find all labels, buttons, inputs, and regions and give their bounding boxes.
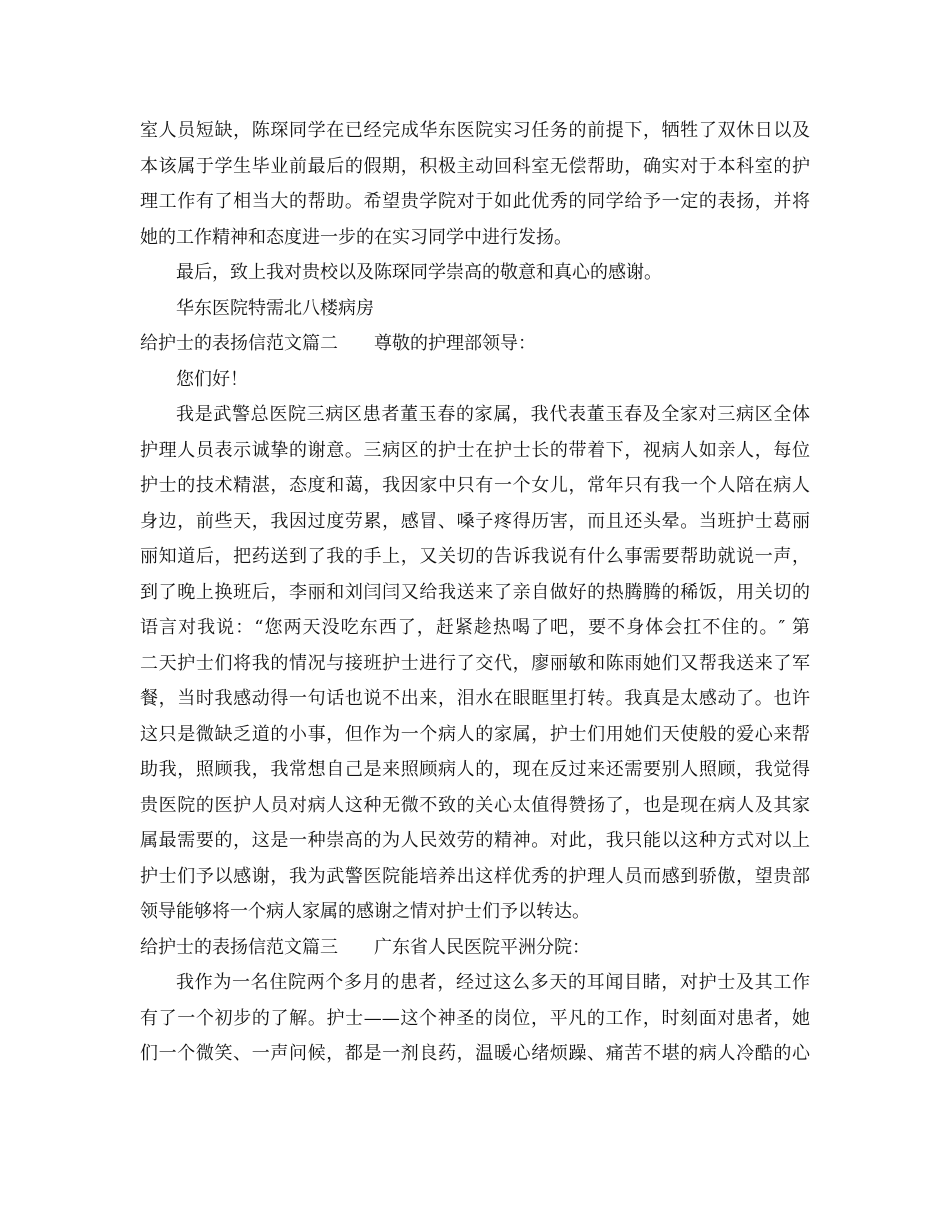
paragraph-line: 护士的技术精湛，态度和蔼，我因家中只有一个女儿，常年只有我一个人陪在病人	[140, 475, 810, 496]
paragraph-line: 理工作有了相当大的帮助。希望贵学院对于如此优秀的同学给予一定的表扬，并将	[140, 191, 810, 212]
paragraph-line: 最后，致上我对贵校以及陈琛同学崇高的敬意和真心的感谢。	[176, 262, 662, 283]
paragraph-line: 您们好！	[176, 368, 248, 390]
section-heading: 给护士的表扬信范文篇二	[140, 333, 338, 354]
paragraph-line: 助我，照顾我，我常想自己是来照顾病人的，现在反过来还需要别人照顾，我觉得	[140, 759, 810, 780]
paragraph-line: 室人员短缺，陈琛同学在已经完成华东医院实习任务的前提下，牺牲了双休日以及	[140, 120, 810, 141]
paragraph-line: 华东医院特需北八楼病房	[176, 297, 374, 319]
document-page	[140, 113, 810, 1072]
paragraph-line: 本该属于学生毕业前最后的假期，积极主动回科室无偿帮助，确实对于本科室的护	[140, 155, 810, 177]
paragraph-line: 到了晚上换班后，李丽和刘闫闫又给我送来了亲自做好的热腾腾的稀饭，用关切的	[140, 581, 810, 603]
paragraph-line: 丽知道后，把药送到了我的手上，又关切的告诉我说有什么事需要帮助就说一声，	[140, 546, 810, 567]
paragraph-line: 身边，前些天，我因过度劳累，感冒、嗓子疼得历害，而且还头晕。当班护士葛丽	[140, 510, 810, 532]
paragraph-line: 们一个微笑、一声问候，都是一剂良药，温暖心绪烦躁、痛苦不堪的病人冷酷的心	[140, 1043, 810, 1064]
paragraph-line: 二天护士们将我的情况与接班护士进行了交代，廖丽敏和陈雨她们又帮我送来了军	[140, 652, 810, 674]
salutation: 尊敬的护理部领导：	[374, 333, 536, 354]
paragraph-line: 语言对我说：“您两天没吃东西了，赶紧趁热喝了吧，要不身体会扛不住的。″ 第	[140, 617, 810, 638]
section-heading: 给护士的表扬信范文篇三	[140, 936, 338, 958]
paragraph-line: 有了一个初步的了解。护士——这个神圣的岗位，平凡的工作，时刻面对患者，她	[140, 1007, 810, 1029]
section-heading-line	[140, 326, 810, 362]
paragraph-line: 餐，当时我感动得一句话也说不出来，泪水在眼眶里打转。我真是太感动了。也许	[140, 688, 810, 709]
paragraph-line: 属最需要的，这是一种崇高的为人民效劳的精神。对此，我只能以这种方式对以上	[140, 830, 810, 851]
paragraph-line: 我作为一名住院两个多月的患者，经过这么多天的耳闻目睹，对护士及其工作	[176, 972, 810, 993]
section-heading-line	[140, 930, 810, 966]
salutation: 广东省人民医院平洲分院：	[374, 936, 590, 958]
paragraph-line: 护理人员表示诚挚的谢意。三病区的护士在护士长的带着下，视病人如亲人，每位	[140, 439, 810, 461]
paragraph-line: 我是武警总医院三病区患者董玉春的家属，我代表董玉春及全家对三病区全体	[176, 404, 810, 425]
paragraph-line: 护士们予以感谢，我为武警医院能培养出这样优秀的护理人员而感到骄傲，望贵部	[140, 865, 810, 887]
paragraph-line: 贵医院的医护人员对病人这种无微不致的关心太值得赞扬了，也是现在病人及其家	[140, 794, 810, 816]
paragraph-line: 领导能够将一个病人家属的感谢之情对护士们予以转达。	[140, 901, 590, 922]
paragraph-line: 这只是微缺乏道的小事，但作为一个病人的家属，护士们用她们天使般的爱心来帮	[140, 723, 810, 745]
paragraph-line: 她的工作精神和态度进一步的在实习同学中进行发扬。	[140, 226, 572, 248]
